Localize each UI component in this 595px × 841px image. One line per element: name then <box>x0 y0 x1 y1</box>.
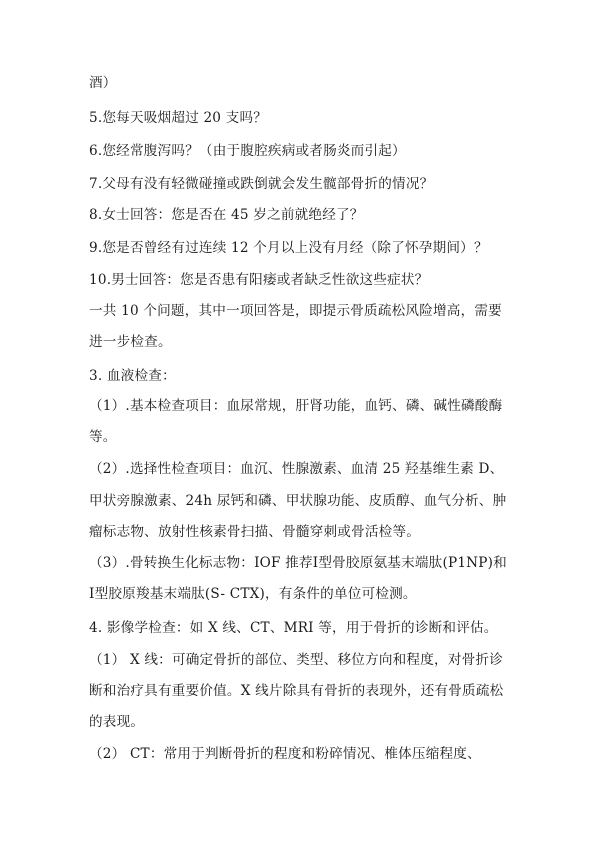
text-line-22: （2） CT：常用于判断骨折的程度和粉碎情况、椎体压缩程度、 <box>89 746 481 762</box>
text-line-2: 5.您每天吸烟超过 20 支吗？ <box>89 110 268 126</box>
text-line-17: Ⅰ型胶原羧基末端肽(S- CTX)，有条件的单位可检测。 <box>89 586 417 602</box>
text-line-8: 一共 10 个问题，其中一项回答是，即提示骨质疏松风险增高，需要 <box>89 303 502 319</box>
text-line-10: 3. 血液检查： <box>89 368 176 384</box>
text-line-11: （1）.基本检查项目：血尿常规，肝肾功能，血钙、磷、碱性磷酸酶 <box>89 398 503 414</box>
text-line-15: 瘤标志物、放射性核素骨扫描、骨髓穿刺或骨活检等。 <box>89 524 421 540</box>
text-line-19: （1） X 线：可确定骨折的部位、类型、移位方向和程度，对骨折诊 <box>89 652 503 668</box>
text-line-14: 甲状旁腺激素、24h 尿钙和磷、甲状腺功能、皮质醇、血气分析、肿 <box>89 493 507 509</box>
text-line-21: 的表现。 <box>89 714 145 730</box>
text-line-5: 8.女士回答：您是否在 45 岁之前就绝经了？ <box>89 207 364 223</box>
text-line-18: 4. 影像学检查：如 X 线、CT、MRI 等，用于骨折的诊断和评估。 <box>89 620 498 636</box>
text-line-3: 6.您经常腹泻吗？（由于腹腔疾病或者肠炎而引起） <box>89 143 406 159</box>
text-line-9: 进一步检查。 <box>89 334 172 350</box>
text-line-4: 7.父母有没有轻微碰撞或跌倒就会发生髋部骨折的情况？ <box>89 176 434 192</box>
text-line-7: 10.男士回答：您是否患有阳痿或者缺乏性欲这些症状？ <box>89 272 429 288</box>
text-line-1: 酒） <box>89 75 117 91</box>
text-line-16: （3）.骨转换生化标志物：IOF 推荐Ⅰ型骨胶原氨基末端肽(P1NP)和 <box>89 555 507 571</box>
text-line-12: 等。 <box>89 429 117 445</box>
text-line-13: （2）.选择性检查项目：血沉、性腺激素、血清 25 羟基维生素 D、 <box>89 461 504 477</box>
text-line-6: 9.您是否曾经有过连续 12 个月以上没有月经（除了怀孕期间）？ <box>89 240 488 256</box>
text-line-20: 断和治疗具有重要价值。X 线片除具有骨折的表现外，还有骨质疏松 <box>89 683 504 699</box>
